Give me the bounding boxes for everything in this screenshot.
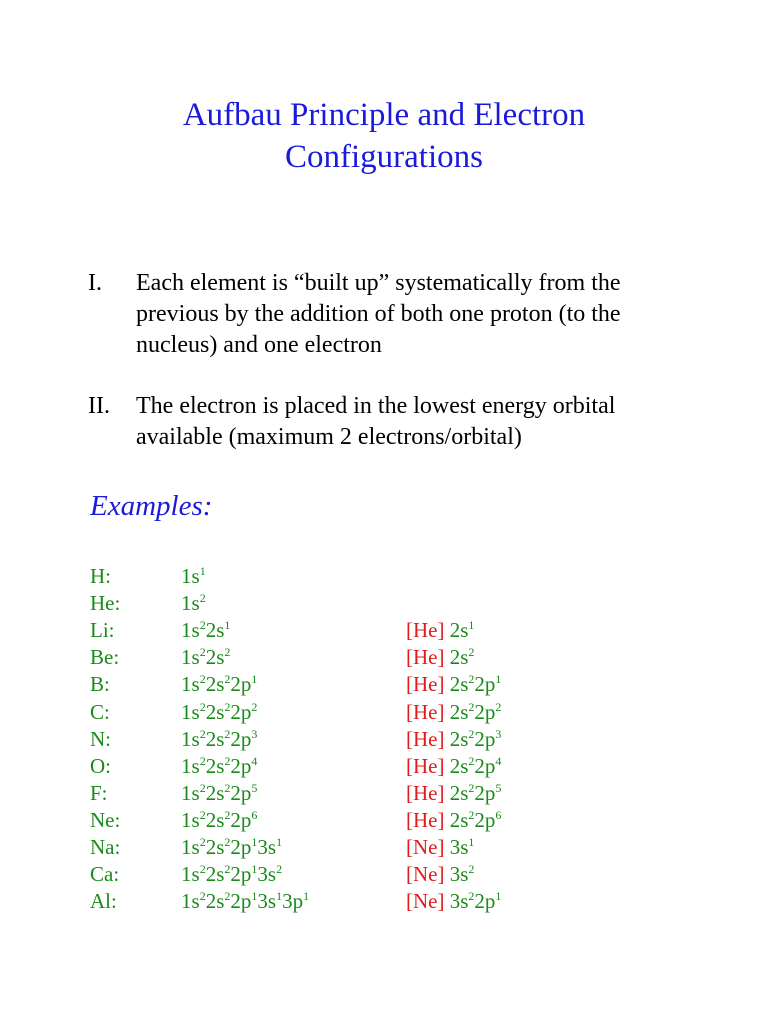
orbital-electron-count: 3 (495, 726, 502, 741)
orbital-electron-count: 2 (251, 699, 258, 714)
noble-gas-core: [Ne] (406, 862, 445, 887)
orbital-electron-count: 2 (224, 672, 231, 687)
orbital-electron-count: 1 (276, 835, 283, 849)
orbital-electron-count: 2 (468, 672, 475, 687)
example-row (0, 644, 768, 671)
element-symbol: Li: (90, 618, 115, 643)
examples-heading: Examples: (90, 490, 213, 522)
noble-gas-core: [He] (406, 645, 445, 670)
noble-gas-configuration: [Ne] $3s^2$ (406, 862, 475, 887)
noble-gas-configuration: [He] $2s^22p^5$ (406, 780, 502, 805)
noble-gas-configuration: [He] $2s^22p^6$ (406, 807, 502, 832)
full-configuration: $1s^22s^22p^1$ (181, 672, 258, 697)
noble-gas-configuration: [He] $2s^22p^1$ (406, 672, 502, 697)
orbital-electron-count: 1 (251, 835, 258, 849)
orbital-electron-count: 1 (251, 672, 258, 687)
orbital-electron-count: 1 (251, 862, 258, 877)
example-row (0, 861, 768, 888)
element-symbol: B: (90, 672, 110, 697)
noble-gas-core: [He] (406, 699, 445, 724)
orbital-electron-count: 2 (199, 618, 206, 633)
point-numeral: I. (88, 270, 102, 296)
element-symbol: F: (90, 780, 108, 805)
element-symbol: Ca: (90, 862, 120, 887)
noble-gas-core: [He] (406, 753, 445, 778)
orbital-electron-count: 2 (495, 699, 502, 714)
full-configuration: $1s^22s^22p^13s^13p^1$ (181, 889, 310, 914)
example-row (0, 888, 768, 915)
orbital-electron-count: 2 (468, 807, 475, 822)
point-text: The electron is placed in the lowest energy orbital available (maximum 2 electrons/orbital) (136, 393, 616, 450)
example-row (0, 671, 768, 698)
orbital-electron-count: 2 (468, 726, 475, 741)
orbital-electron-count: 1 (468, 618, 475, 633)
orbital-electron-count: 2 (468, 862, 475, 877)
noble-gas-core: [He] (406, 807, 445, 832)
orbital-electron-count: 5 (495, 780, 502, 795)
orbital-electron-count: 1 (495, 889, 502, 904)
orbital-electron-count: 4 (251, 753, 258, 768)
full-configuration: $1s^22s^22p^5$ (181, 780, 258, 805)
noble-gas-configuration: [He] $2s^22p^3$ (406, 726, 502, 751)
orbital-electron-count: 2 (224, 753, 231, 768)
example-row (0, 753, 768, 780)
element-symbol: N: (90, 726, 111, 751)
element-symbol: Na: (90, 835, 121, 859)
noble-gas-core: [He] (406, 618, 445, 643)
orbital-electron-count: 1 (303, 889, 310, 904)
full-configuration: $1s^22s^22p^4$ (181, 753, 258, 778)
element-symbol: Ne: (90, 807, 121, 832)
orbital-electron-count: 2 (199, 753, 206, 768)
orbital-electron-count: 2 (199, 645, 206, 660)
full-configuration: $1s^22s^22p^3$ (181, 726, 258, 751)
full-configuration: $1s^22s^2$ (181, 645, 231, 670)
full-configuration: $1s^22s^22p^13s^1$ (181, 835, 283, 859)
orbital-electron-count: 2 (468, 753, 475, 768)
element-symbol: Al: (90, 889, 117, 914)
element-symbol: He: (90, 591, 121, 616)
element-symbol: C: (90, 699, 110, 724)
orbital-electron-count: 2 (468, 889, 475, 904)
orbital-electron-count: 2 (199, 591, 206, 606)
orbital-electron-count: 2 (468, 645, 475, 660)
orbital-electron-count: 1 (495, 672, 502, 687)
example-row (0, 590, 768, 617)
noble-gas-configuration: [He] $2s^22p^4$ (406, 753, 502, 778)
orbital-electron-count: 2 (199, 835, 206, 849)
orbital-electron-count: 5 (251, 780, 258, 795)
principle-point-2 (88, 391, 688, 453)
page-title (0, 94, 768, 178)
full-configuration: $1s^22s^22p^13s^2$ (181, 862, 283, 887)
example-row (0, 699, 768, 726)
orbital-electron-count: 1 (276, 889, 283, 904)
noble-gas-configuration: [He] $2s^22p^2$ (406, 699, 502, 724)
orbital-electron-count: 6 (251, 807, 258, 822)
noble-gas-configuration: [Ne] $3s^1$ (406, 835, 475, 859)
orbital-electron-count: 2 (199, 726, 206, 741)
full-configuration: $1s^2$ (181, 591, 206, 616)
orbital-electron-count: 1 (224, 618, 231, 633)
orbital-electron-count: 2 (224, 862, 231, 877)
noble-gas-core: [Ne] (406, 889, 445, 914)
orbital-electron-count: 2 (224, 889, 231, 904)
orbital-electron-count: 1 (251, 889, 258, 904)
point-numeral: II. (88, 393, 110, 419)
noble-gas-configuration: [He] $2s^1$ (406, 618, 475, 643)
orbital-electron-count: 4 (495, 753, 502, 768)
noble-gas-core: [He] (406, 672, 445, 697)
orbital-electron-count: 2 (224, 807, 231, 822)
orbital-electron-count: 1 (468, 835, 475, 849)
noble-gas-configuration: [Ne] $3s^22p^1$ (406, 889, 502, 914)
orbital-electron-count: 2 (199, 672, 206, 687)
element-symbol: O: (90, 753, 111, 778)
noble-gas-core: [Ne] (406, 835, 445, 859)
element-symbol: H: (90, 564, 111, 588)
example-row (0, 834, 768, 861)
noble-gas-core: [He] (406, 780, 445, 805)
orbital-electron-count: 2 (224, 780, 231, 795)
orbital-electron-count: 6 (495, 807, 502, 822)
orbital-electron-count: 2 (199, 807, 206, 822)
noble-gas-configuration: [He] $2s^2$ (406, 645, 475, 670)
orbital-electron-count: 2 (224, 645, 231, 660)
orbital-electron-count: 3 (251, 726, 258, 741)
orbital-electron-count: 2 (224, 726, 231, 741)
example-row (0, 563, 768, 590)
title-line-1: Aufbau Principle and Electron (182, 97, 586, 133)
orbital-electron-count: 2 (468, 780, 475, 795)
orbital-electron-count: 2 (224, 699, 231, 714)
example-row (0, 726, 768, 753)
example-row (0, 780, 768, 807)
noble-gas-core: [He] (406, 726, 445, 751)
orbital-electron-count: 2 (199, 862, 206, 877)
orbital-electron-count: 2 (276, 862, 283, 877)
element-symbol: Be: (90, 645, 120, 670)
orbital-electron-count: 2 (199, 699, 206, 714)
orbital-electron-count: 2 (468, 699, 475, 714)
full-configuration: $1s^22s^22p^6$ (181, 807, 258, 832)
principle-point-1 (88, 268, 688, 361)
orbital-electron-count: 2 (199, 889, 206, 904)
orbital-electron-count: 2 (224, 835, 231, 849)
full-configuration: $1s^1$ (181, 564, 206, 588)
full-configuration: $1s^22s^22p^2$ (181, 699, 258, 724)
orbital-electron-count: 1 (199, 564, 206, 578)
title-line-2: Configurations (285, 139, 483, 175)
example-row (0, 617, 768, 644)
example-row (0, 807, 768, 834)
full-configuration: $1s^22s^1$ (181, 618, 231, 643)
orbital-electron-count: 2 (199, 780, 206, 795)
point-text: Each element is “built up” systematically from the previous by the addition of both one proton (to the nucleus) and one electron (136, 270, 621, 358)
